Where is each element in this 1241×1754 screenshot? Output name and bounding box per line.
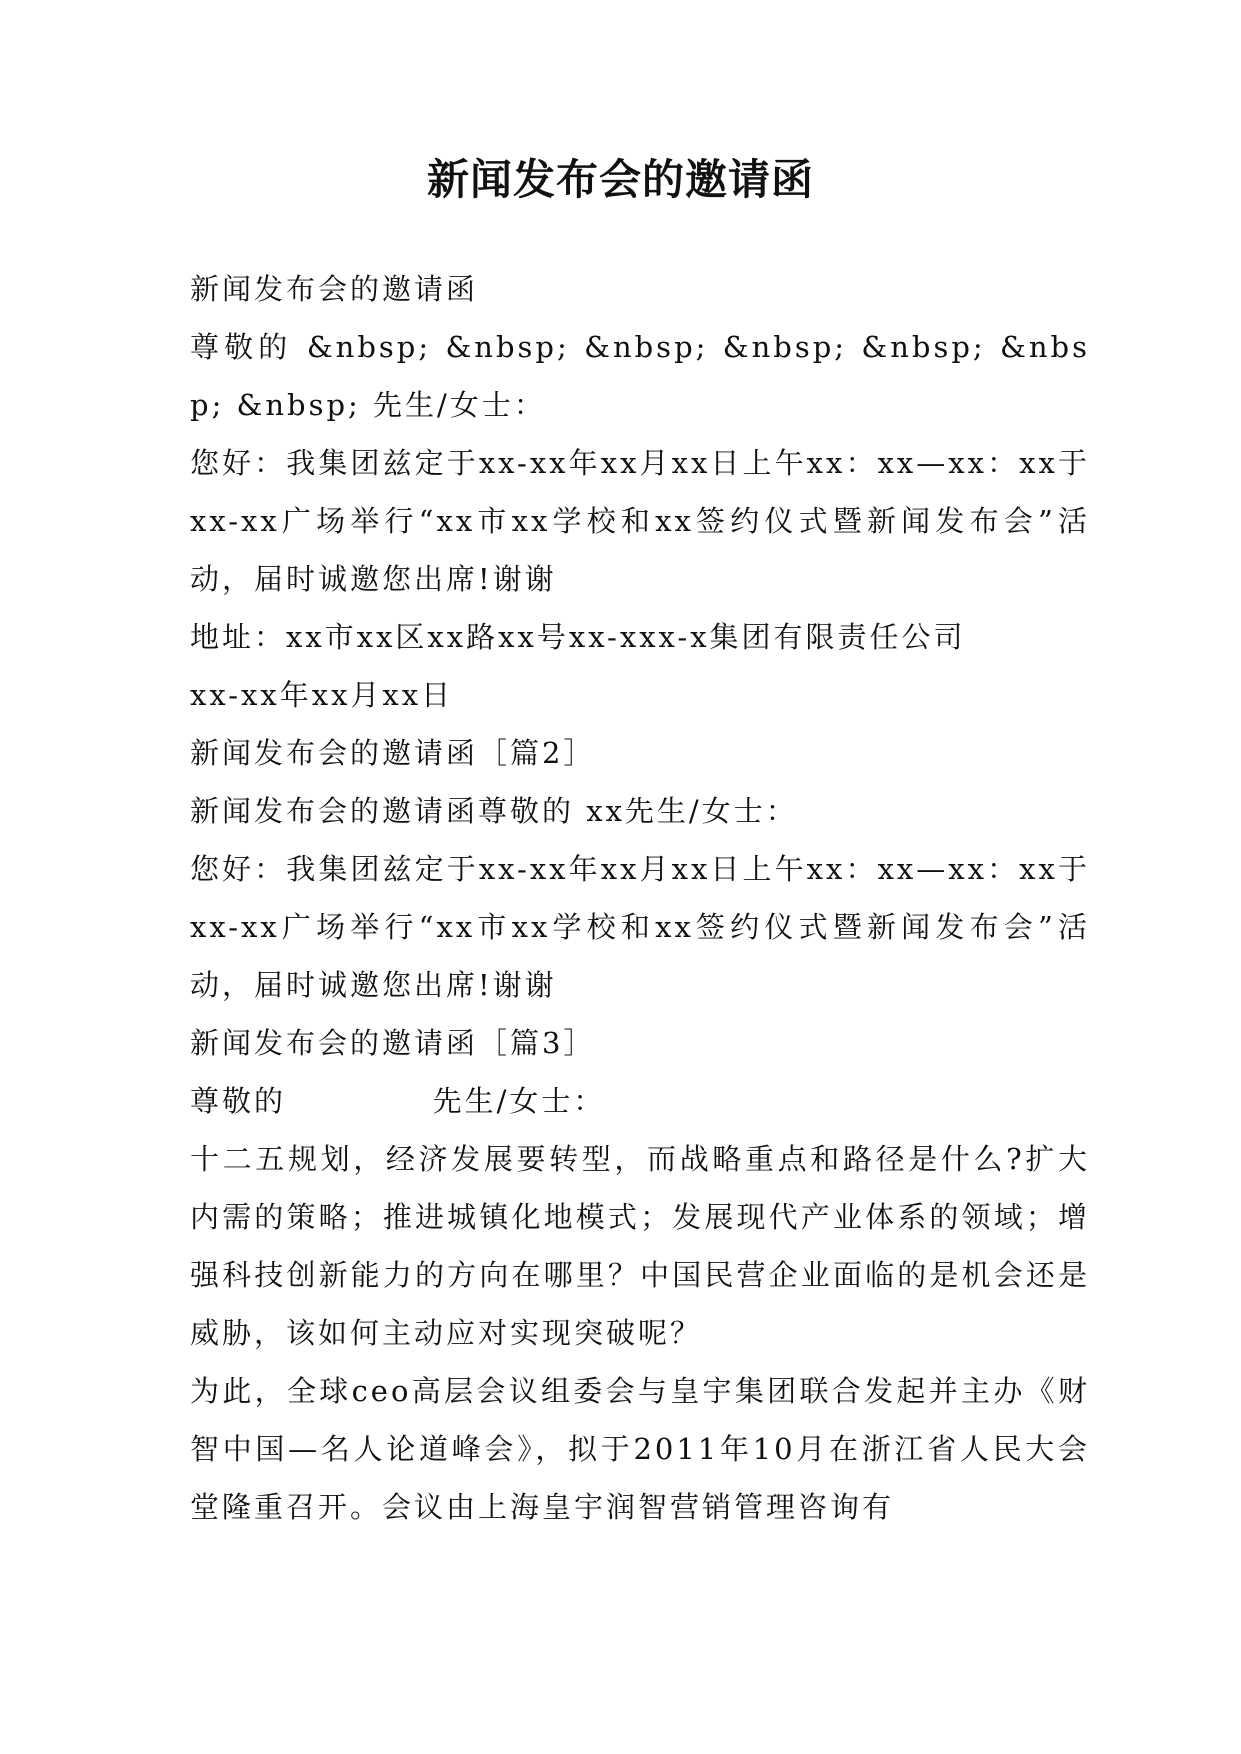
- paragraph-address: 地址：xx市xx区xx路xx号xx-xxx-x集团有限责任公司: [190, 620, 966, 654]
- paragraph-section-2-invitation: 您好：我集团兹定于xx-xx年xx月xx日上午xx：xx—xx：xx于xx-xx广场举行“xx市xx学校和xx签约仪式暨新闻发布会”活动，届时诚邀您出席!谢谢: [190, 852, 1090, 1002]
- paragraph-section-3-salutation: 尊敬的 先生/女士：: [190, 1084, 606, 1118]
- paragraph-heading: 新闻发布会的邀请函: [190, 272, 479, 306]
- paragraph-section-3-questions: 十二五规划，经济发展要转型，而战略重点和路径是什么?扩大内需的策略；推进城镇化地模式；发展现代产业体系的领域；增强科技创新能力的方向在哪里？中国民营企业面临的是机会还是威胁，该如何主动应对实现突破呢？: [190, 1142, 1090, 1350]
- document-body: [190, 260, 1090, 1536]
- document-title: 新闻发布会的邀请函: [426, 155, 814, 204]
- paragraph-date: xx-xx年xx月xx日: [190, 678, 454, 712]
- paragraph-section-2-salutation: 新闻发布会的邀请函尊敬的 xx先生/女士：: [190, 794, 798, 828]
- paragraph-section-2-heading: 新闻发布会的邀请函［篇2］: [190, 736, 596, 770]
- paragraph-salutation: 尊敬的 &nbsp; &nbsp; &nbsp; &nbsp; &nbsp; &nbsp; &nbsp; 先生/女士：: [190, 330, 1090, 422]
- paragraph-section-3-heading: 新闻发布会的邀请函［篇3］: [190, 1026, 596, 1060]
- paragraph-section-3-summit: 为此，全球ceo高层会议组委会与皇宇集团联合发起并主办《财智中国—名人论道峰会》，拟于2011年10月在浙江省人民大会堂隆重召开。会议由上海皇宇润智营销管理咨询有: [190, 1374, 1090, 1524]
- paragraph-invitation: 您好：我集团兹定于xx-xx年xx月xx日上午xx：xx—xx：xx于xx-xx广场举行“xx市xx学校和xx签约仪式暨新闻发布会”活动，届时诚邀您出席!谢谢: [190, 446, 1090, 596]
